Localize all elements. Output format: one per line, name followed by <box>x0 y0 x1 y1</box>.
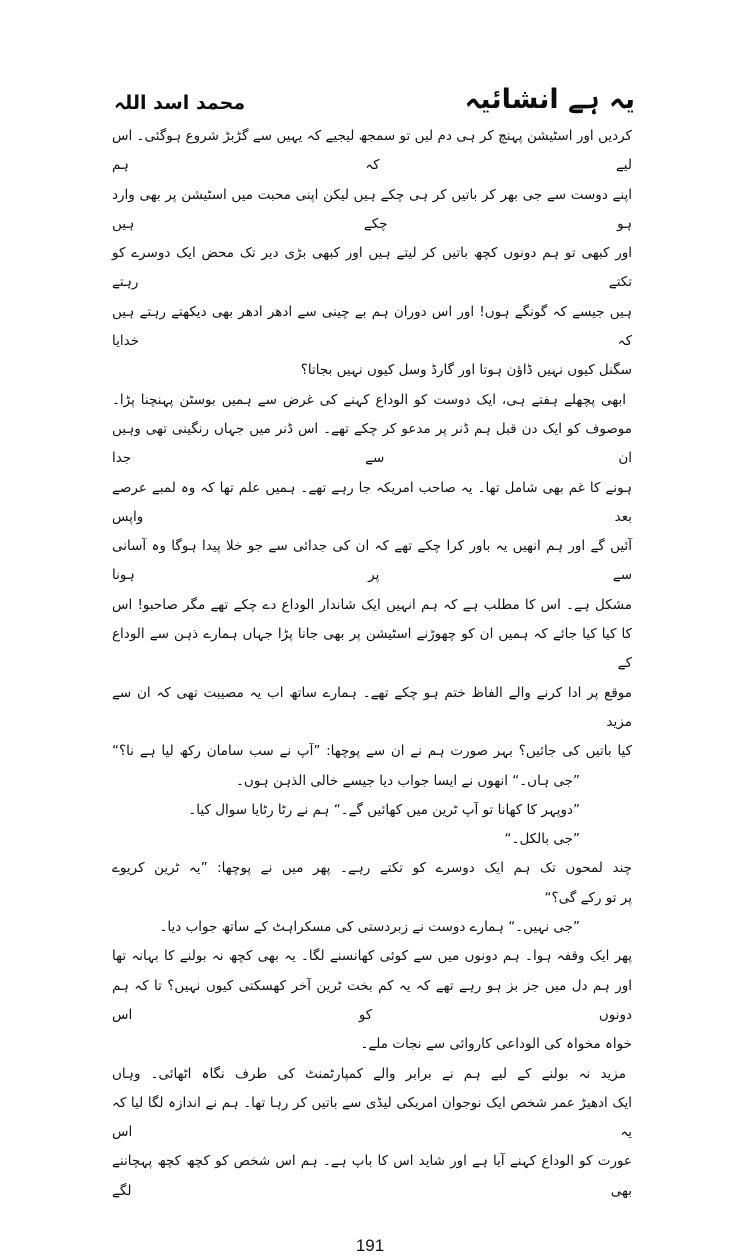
page-number: 191 <box>355 1235 385 1255</box>
text-line: ہیں جیسے کہ گونگے ہوں! اور اس دوران ہم بے چینی سے ادھر ادھر بھی دیکھتے رہتے ہیں کہ خدایا <box>112 303 632 350</box>
running-author: محمد اسد اللہ <box>114 92 246 114</box>
paragraph-start-line: چند لمحوں تک ہم ایک دوسرے کو تکتے رہے۔ پھر میں نے پوچھا: ”یہ ٹرین کریوے <box>112 860 632 877</box>
text-line: اور ہم دل میں جز بز ہو رہے تھے کہ یہ کم بخت ٹرین آخر کھسکتی کیوں نہیں؟ تا کہ ہم دونوں کو اس <box>112 977 632 1023</box>
dialogue-line: ”دوپہر کا کھانا تو آپ ٹرین میں کھائیں گے۔“ ہم نے رٹا رٹایا سوال کیا۔ <box>188 801 580 818</box>
text-line: عورت کو الوداع کہنے آیا ہے اور شاید اس کا باپ ہے۔ ہم اس شخص کو کچھ کچھ پہچاننے بھی لگے <box>112 1153 632 1199</box>
text-line: اور کبھی تو ہم دونوں کچھ باتیں کر لیتے ہیں اور کبھی بڑی دیر تک محض ایک دوسرے کو تکتے رہتے <box>112 245 632 291</box>
dialogue-line: ”جی نہیں۔“ ہمارے دوست نے زبردستی کی مسکراہٹ کے ساتھ جواب دیا۔ <box>159 919 580 936</box>
text-line: ایک ادھیڑ عمر شخص ایک نوجوان امریکی لیڈی سے باتیں کر رہا تھا۔ ہم نے اندازہ لگا لیا کہ یہ اس <box>112 1094 632 1141</box>
page-header <box>110 78 635 118</box>
text-line: کردیں اور اسٹیشن پہنچ کر ہی دم لیں تو سمجھ لیجیے کہ یہیں سے گڑبڑ شروع ہوگئی۔ اس لیے کہ ہم <box>112 128 632 174</box>
paragraph-start-line: پھر ایک وقفہ ہوا۔ ہم دونوں میں سے کوئی کھانسنے لگا۔ یہ بھی کچھ نہ بولنے کا بہانہ تھا <box>112 948 632 965</box>
dialogue-line: ”جی ہاں۔“ انھوں نے ایسا جواب دیا جیسے خالی الذہن ہوں۔ <box>236 772 580 789</box>
text-line: موصوف کو ایک دن قبل ہم ڈنر پر مدعو کر چکے تھے۔ اس ڈنر میں جہاں رنگینی تھی وہیں ان سے جدا <box>112 420 632 467</box>
text-line: مشکل ہے۔ اس کا مطلب ہے کہ ہم انہیں ایک شاندار الوداع دے چکے تھے مگر صاحبو! اس <box>112 596 632 613</box>
text-line: پر تو رکے گی؟“ <box>544 889 632 906</box>
text-line: خواہ مخواہ کی الوداعی کاروائی سے نجات ملے۔ <box>360 1036 632 1053</box>
text-line: موقع پر ادا کرنے والے الفاظ ختم ہو چکے تھے۔ ہمارے ساتھ اب یہ مصیبت تھی کہ ان سے مزید <box>112 684 632 730</box>
running-title: یہ ہے انشائیہ <box>464 84 635 115</box>
text-line: آئیں گے اور ہم انھیں یہ باور کرا چکے تھے کہ ان کی جدائی سے جو خلا پیدا ہوگا وہ آسانی سے پر ہونا <box>112 538 632 584</box>
text-line: کیا باتیں کی جائیں؟ بہر صورت ہم نے ان سے پوچھا: ”آپ نے سب سامان رکھ لیا ہے نا؟“ <box>112 743 632 760</box>
text-line: سگنل کیوں نہیں ڈاؤن ہوتا اور گارڈ وسل کیوں نہیں بجاتا؟ <box>300 362 632 379</box>
text-line: کا کیا کیا جائے کہ ہمیں ان کو چھوڑنے اسٹیشن پر بھی جانا پڑا جہاں ہمارے ذہن سے الوداع کے <box>112 626 632 672</box>
text-line: ہونے کا غم بھی شامل تھا۔ یہ صاحب امریکہ جا رہے تھے۔ ہمیں علم تھا کہ وہ لمبے عرصے بعد واپس <box>112 479 632 525</box>
paragraph-start-line: مزید نہ بولنے کے لیے ہم نے برابر والے کمپارٹمنٹ کی طرف نگاہ اٹھائی۔ وہاں <box>112 1065 626 1082</box>
text-line: اپنے دوست سے جی بھر کر باتیں کر ہی چکے ہیں لیکن اپنی محبت میں اسٹیشن پر بھی وارد ہو چکے ہیں <box>112 186 632 232</box>
dialogue-line: ”جی بالکل۔“ <box>504 831 580 848</box>
paragraph-start-line: ابھی پچھلے ہفتے ہی، ایک دوست کو الوداع کہنے کی غرض سے ہمیں بوسٹن پہنچنا پڑا۔ <box>112 391 626 408</box>
body-text <box>112 122 632 1206</box>
